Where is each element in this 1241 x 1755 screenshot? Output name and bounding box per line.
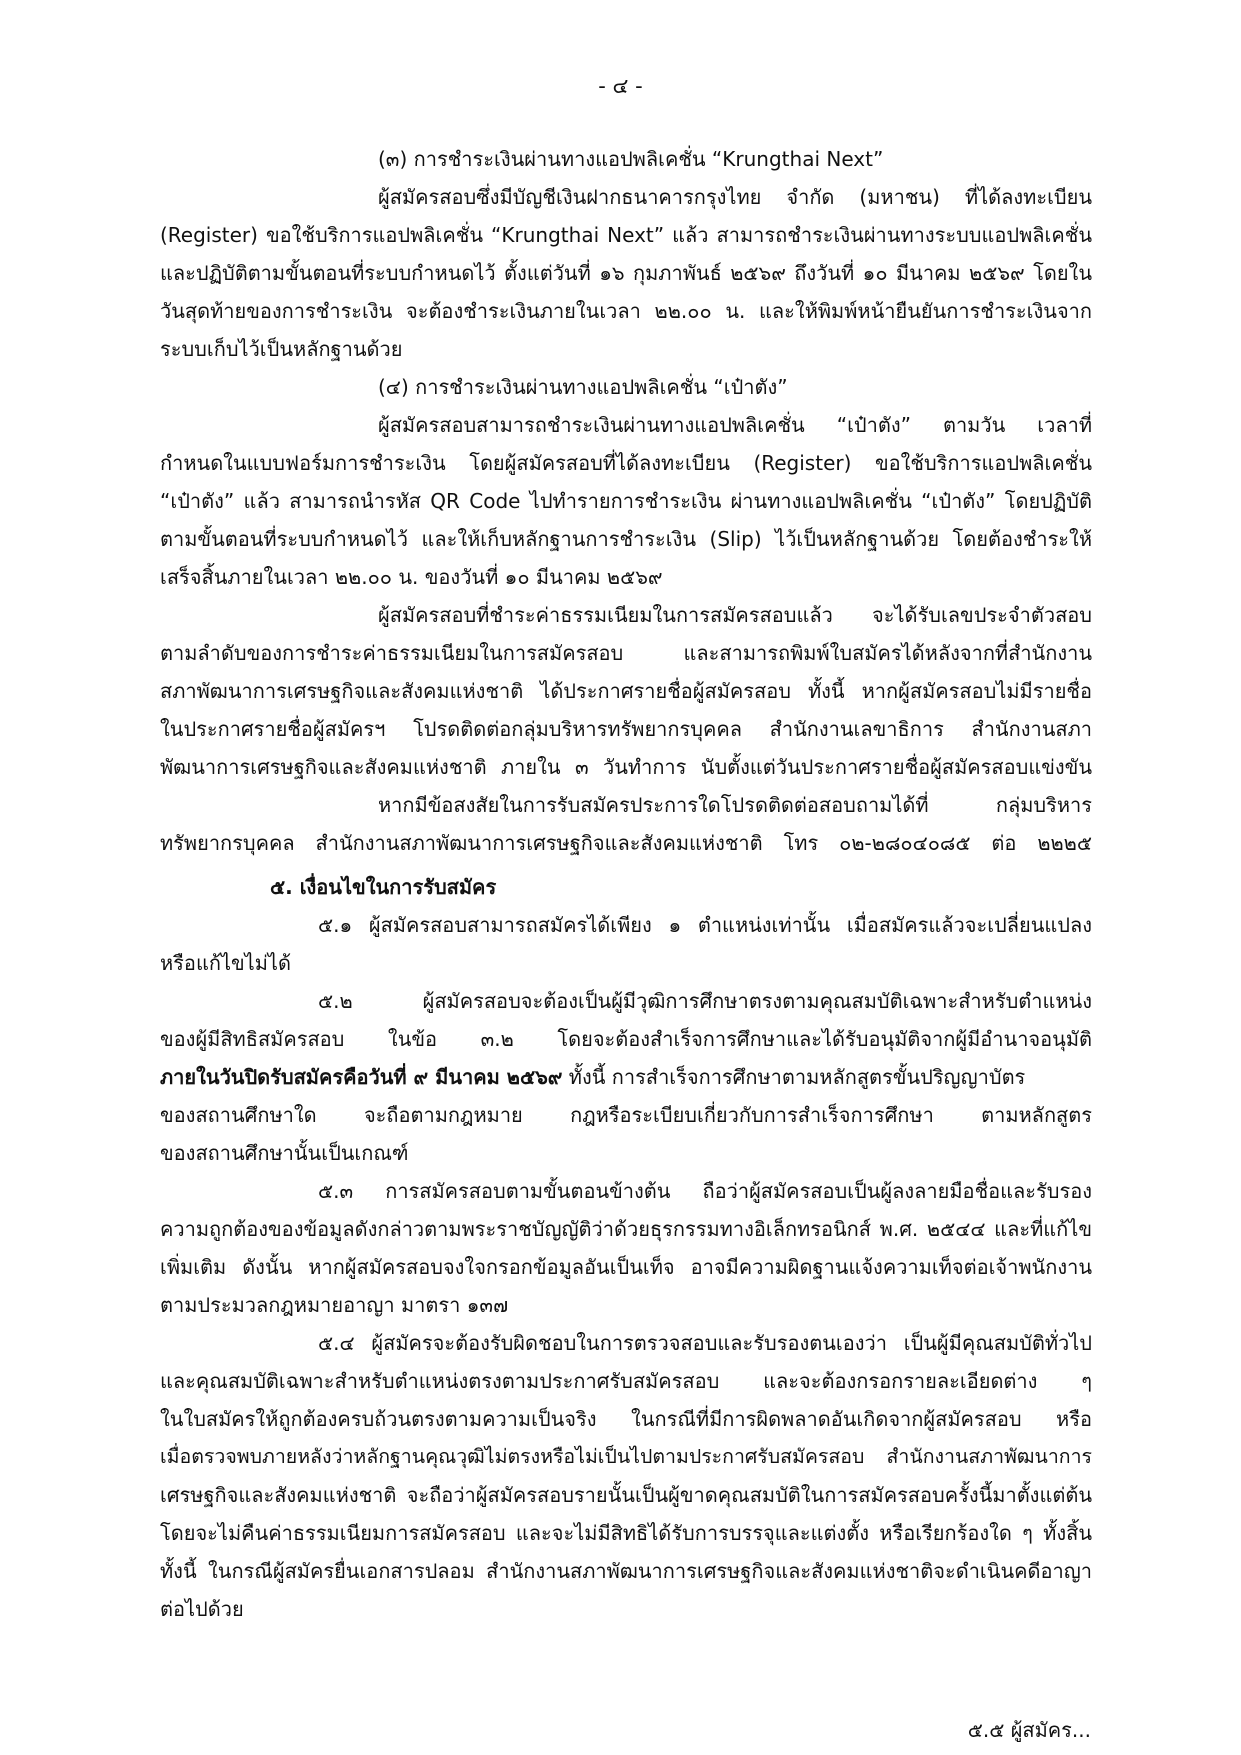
condition-5-3-line-3: เพิ่มเติม ดังนั้น หากผู้สมัครสอบจงใจกรอกข้อมูลอันเป็นเท็จ อาจมีความผิดฐานแจ้งความเท็จต่อเจ้าพนักงาน [160, 1255, 1092, 1279]
condition-5-2-line-1: ๕.๒ ผู้สมัครสอบจะต้องเป็นผู้มีวุฒิการศึกษาตรงตามคุณสมบัติเฉพาะสำหรับตำแหน่ง [318, 989, 1092, 1013]
closing-date-emphasis: ภายในวันปิดรับสมัครคือวันที่ ๙ มีนาคม ๒๕๖๙ [160, 1065, 563, 1089]
paotang-line-4: ตามขั้นตอนที่ระบบกำหนดไว้ และให้เก็บหลักฐานการชำระเงิน (Slip) ไว้เป็นหลักฐานด้วย โดยต้องชำระให้ [160, 527, 1092, 551]
condition-5-3-line-2: ความถูกต้องของข้อมูลดังกล่าวตามพระราชบัญญัติว่าด้วยธุรกรรมทางอิเล็กทรอนิกส์ พ.ศ. ๒๕๔๔ และที่แก้ไข [160, 1217, 1092, 1241]
paotang-line-3: “เป๋าตัง” แล้ว สามารถนำรหัส QR Code ไปทำรายการชำระเงิน ผ่านทางแอปพลิเคชั่น “เป๋าตัง” โดยปฏิบัติ [160, 489, 1092, 513]
paotang-line-2: กำหนดในแบบฟอร์มการชำระเงิน โดยผู้สมัครสอบที่ได้ลงทะเบียน (Register) ขอใช้บริการแอปพลิเคชั่น [160, 451, 1092, 475]
conditions-heading: ๕. เงื่อนไขในการรับสมัคร [270, 875, 497, 899]
condition-5-4-line-3: ในใบสมัครให้ถูกต้องครบถ้วนตรงตามความเป็นจริง ในกรณีที่มีการผิดพลาดอันเกิดจากผู้สมัครสอบ หรือ [160, 1407, 1092, 1431]
condition-5-3-line-4: ตามประมวลกฎหมายอาญา มาตรา ๑๓๗ [160, 1293, 509, 1317]
krungthai-line-2: (Register) ขอใช้บริการแอปพลิเคชั่น “Krungthai Next” แล้ว สามารถชำระเงินผ่านทางระบบแอปพลิเคชั่น [160, 223, 1092, 247]
krungthai-line-3: และปฏิบัติตามขั้นตอนที่ระบบกำหนดไว้ ตั้งแต่วันที่ ๑๖ กุมภาพันธ์ ๒๕๖๙ ถึงวันที่ ๑๐ มีนาคม ๒๕๖๙ โดยใน [160, 261, 1092, 285]
condition-5-2-line-2: ของผู้มีสิทธิสมัครสอบ ในข้อ ๓.๒ โดยจะต้องสำเร็จการศึกษาและได้รับอนุมัติจากผู้มีอำนาจอนุมัติ [160, 1027, 1092, 1051]
condition-5-2-line-3 [160, 1062, 1025, 1092]
paotang-line-5: เสร็จสิ้นภายในเวลา ๒๒.๐๐ น. ของวันที่ ๑๐ มีนาคม ๒๕๖๙ [160, 565, 663, 589]
condition-5-4-line-2: และคุณสมบัติเฉพาะสำหรับตำแหน่งตรงตามประกาศรับสมัครสอบ และจะต้องกรอกรายละเอียดต่าง ๆ [160, 1369, 1092, 1393]
condition-5-4-line-4: เมื่อตรวจพบภายหลังว่าหลักฐานคุณวุฒิไม่ตรงหรือไม่เป็นไปตามประกาศรับสมัครสอบ สำนักงานสภาพัฒนาการ [160, 1445, 1092, 1468]
paotang-line-1: ผู้สมัครสอบสามารถชำระเงินผ่านทางแอปพลิเคชั่น “เป๋าตัง” ตามวัน เวลาที่ [378, 413, 1092, 437]
condition-5-4-line-5: เศรษฐกิจและสังคมแห่งชาติ จะถือว่าผู้สมัครสอบรายนั้นเป็นผู้ขาดคุณสมบัติในการสมัครสอบครั้งนี้มาตั้งแต่ต้น [160, 1483, 1092, 1507]
contact-line-1: หากมีข้อสงสัยในการรับสมัครประการใดโปรดติดต่อสอบถามได้ที่ กลุ่มบริหาร [378, 793, 1092, 817]
condition-5-4-line-7: ทั้งนี้ ในกรณีผู้สมัครยื่นเอกสารปลอม สำนักงานสภาพัฒนาการเศรษฐกิจและสังคมแห่งชาติจะดำเนินคดีอาญา [160, 1559, 1092, 1583]
after-payment-line-4: ในประกาศรายชื่อผู้สมัครฯ โปรดติดต่อกลุ่มบริหารทรัพยากรบุคคล สำนักงานเลขาธิการ สำนักงานสภา [160, 717, 1092, 741]
paotang-heading: (๔) การชำระเงินผ่านทางแอปพลิเคชั่น “เป๋าตัง” [378, 375, 788, 399]
krungthai-line-4: วันสุดท้ายของการชำระเงิน จะต้องชำระเงินภายในเวลา ๒๒.๐๐ น. และให้พิมพ์หน้ายืนยันการชำระเงินจาก [160, 299, 1092, 323]
condition-5-4-line-8: ต่อไปด้วย [160, 1597, 244, 1621]
condition-5-2-line-3-rest: ทั้งนี้ การสำเร็จการศึกษาตามหลักสูตรขั้นปริญญาบัตร [562, 1065, 1026, 1089]
after-payment-line-3: สภาพัฒนาการเศรษฐกิจและสังคมแห่งชาติ ได้ประกาศรายชื่อผู้สมัครสอบ ทั้งนี้ หากผู้สมัครสอบไม่มีรายชื่อ [160, 679, 1092, 703]
after-payment-line-2: ตามลำดับของการชำระค่าธรรมเนียมในการสมัครสอบ และสามารถพิมพ์ใบสมัครได้หลังจากที่สำนักงาน [160, 641, 1092, 665]
condition-5-2-line-4: ของสถานศึกษาใด จะถือตามกฎหมาย กฎหรือระเบียบเกี่ยวกับการสำเร็จการศึกษา ตามหลักสูตร [160, 1103, 1092, 1127]
krungthai-line-5: ระบบเก็บไว้เป็นหลักฐานด้วย [160, 337, 403, 361]
contact-line-2: ทรัพยากรบุคคล สำนักงานสภาพัฒนาการเศรษฐกิจและสังคมแห่งชาติ โทร ๐๒-๒๘๐๔๐๘๕ ต่อ ๒๒๒๕ [160, 831, 1093, 855]
page-number: - ๔ - [598, 74, 643, 98]
condition-5-4-line-1: ๕.๔ ผู้สมัครจะต้องรับผิดชอบในการตรวจสอบและรับรองตนเองว่า เป็นผู้มีคุณสมบัติทั่วไป [318, 1331, 1092, 1355]
condition-5-1-line-2: หรือแก้ไขไม่ได้ [160, 951, 291, 975]
after-payment-line-5: พัฒนาการเศรษฐกิจและสังคมแห่งชาติ ภายใน ๓ วันทำการ นับตั้งแต่วันประกาศรายชื่อผู้สมัครสอบแข่งขัน [160, 755, 1092, 779]
continuation-marker: ๕.๕ ผู้สมัคร... [967, 1718, 1091, 1742]
condition-5-4-line-6: โดยจะไม่คืนค่าธรรมเนียมการสมัครสอบ และจะไม่มีสิทธิได้รับการบรรจุและแต่งตั้ง หรือเรียกร้องใด ๆ ทั้งสิ้น [160, 1521, 1092, 1545]
condition-5-1-line-1: ๕.๑ ผู้สมัครสอบสามารถสมัครได้เพียง ๑ ตำแหน่งเท่านั้น เมื่อสมัครแล้วจะเปลี่ยนแปลง [318, 913, 1092, 937]
condition-5-3-line-1: ๕.๓ การสมัครสอบตามขั้นตอนข้างต้น ถือว่าผู้สมัครสอบเป็นผู้ลงลายมือชื่อและรับรอง [318, 1179, 1092, 1203]
after-payment-line-1: ผู้สมัครสอบที่ชำระค่าธรรมเนียมในการสมัครสอบแล้ว จะได้รับเลขประจำตัวสอบ [378, 603, 1092, 627]
krungthai-line-1: ผู้สมัครสอบซึ่งมีบัญชีเงินฝากธนาคารกรุงไทย จำกัด (มหาชน) ที่ได้ลงทะเบียน [378, 185, 1092, 209]
condition-5-2-line-5: ของสถานศึกษานั้นเป็นเกณฑ์ [160, 1141, 409, 1165]
krungthai-heading: (๓) การชำระเงินผ่านทางแอปพลิเคชั่น “Krungthai Next” [378, 147, 884, 171]
